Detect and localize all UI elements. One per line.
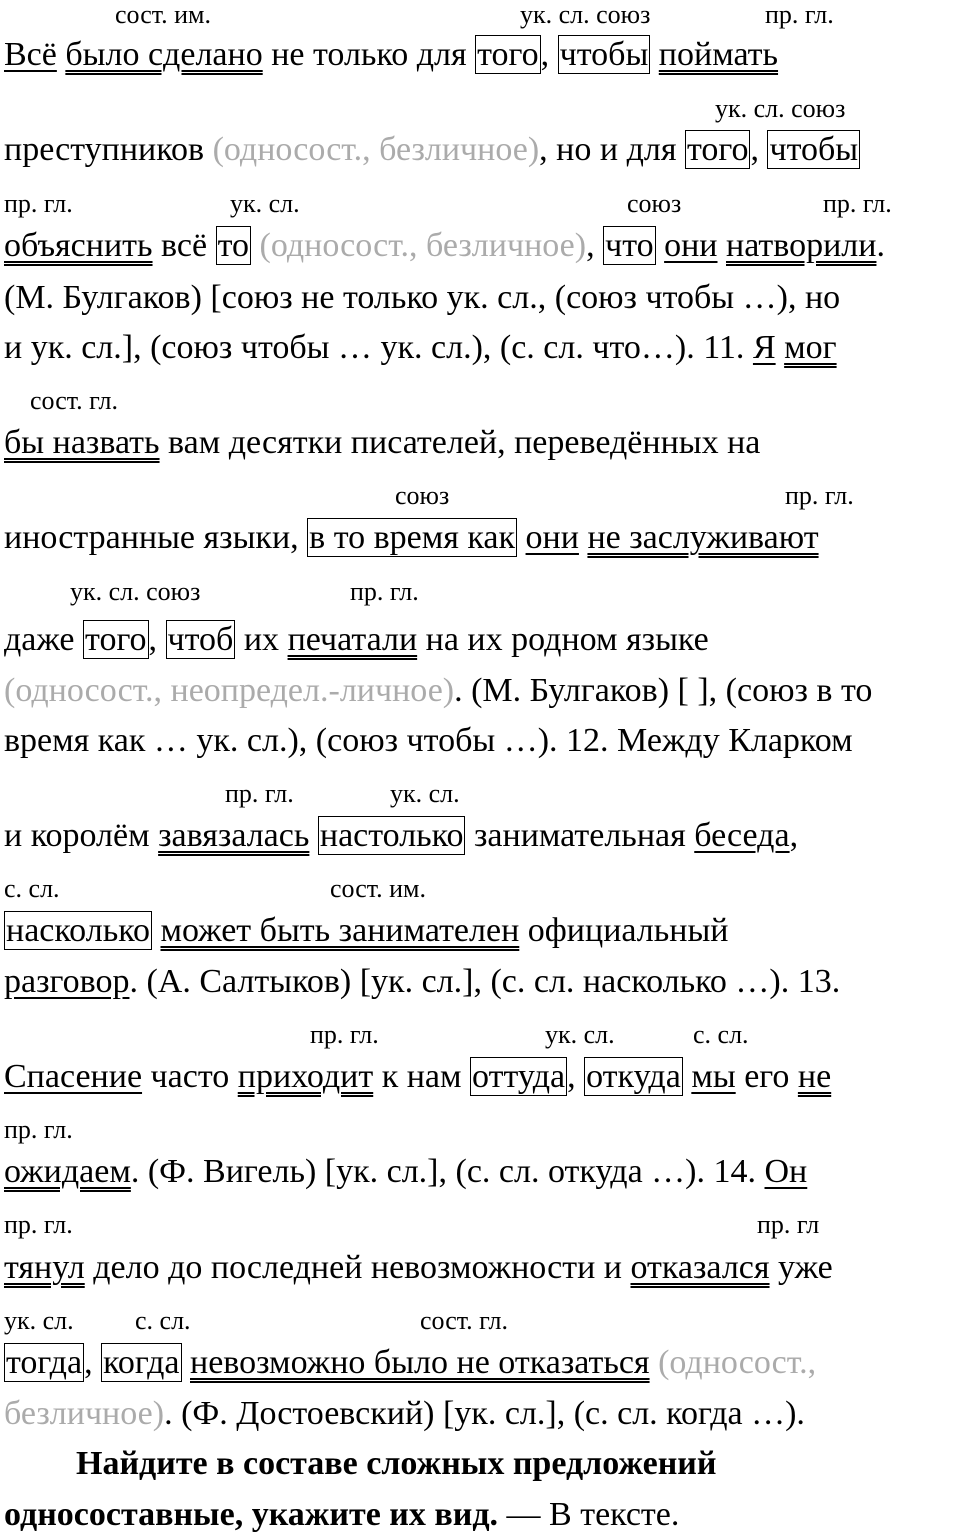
text-line [4, 620, 709, 660]
text-line [4, 721, 853, 761]
text-span: занимательная [465, 817, 695, 854]
subject-underline: они [664, 227, 718, 264]
text-span [182, 1344, 191, 1381]
syntax-annotation: с. сл. [693, 1020, 749, 1049]
text-span: дело до последней невозможности и [84, 1249, 631, 1286]
text-line [4, 671, 872, 711]
gray-note: (односост., безличное) [212, 131, 540, 168]
text-line [4, 816, 798, 856]
subject-underline: Я [752, 329, 776, 366]
gray-note: (односост., [658, 1344, 817, 1381]
syntax-annotation: с. сл. [135, 1306, 191, 1335]
predicate-underline: объяснить [4, 227, 153, 264]
predicate-underline: мог [784, 329, 837, 366]
text-span [718, 227, 727, 264]
syntax-annotation: пр. гл. [310, 1020, 379, 1049]
text-span [776, 329, 785, 366]
boxed-word: чтобы [769, 131, 859, 168]
subject-underline: Он [764, 1153, 808, 1190]
syntax-annotation: ук. сл. [390, 779, 460, 808]
syntax-annotation: сост. им. [330, 874, 427, 903]
syntax-annotation: пр. гл. [785, 481, 854, 510]
boxed-word: что [605, 227, 654, 264]
predicate-underline: печатали [287, 621, 418, 658]
predicate-underline: невозможно было не отказаться [190, 1344, 650, 1381]
boxed-word: того [477, 36, 539, 73]
boxed-word: в то время как [309, 519, 516, 556]
text-span: . (Ф. Вигель) [ук. сл.], (с. сл. откуда …). 14. [130, 1153, 765, 1190]
text-line [4, 328, 837, 368]
syntax-annotation: сост. им. [115, 0, 212, 29]
predicate-underline: было сделано [65, 36, 263, 73]
predicate-underline: не заслуживают [587, 519, 819, 556]
predicate-underline: не [797, 1058, 832, 1095]
text-line [4, 962, 840, 1002]
syntax-annotation: пр. гл. [4, 189, 73, 218]
syntax-annotation: сост. гл. [420, 1306, 508, 1335]
text-line [4, 226, 885, 266]
syntax-annotation: пр. гл. [225, 779, 294, 808]
boxed-word: насколько [6, 912, 150, 949]
text-line [4, 35, 778, 75]
text-span: . (Ф. Достоевский) [ук. сл.], (с. сл. когда …). [164, 1395, 805, 1432]
syntax-annotation: с. сл. [4, 874, 60, 903]
text-line [76, 1444, 716, 1484]
boxed-word: откуда [586, 1058, 681, 1095]
syntax-annotation: пр. гл [757, 1210, 820, 1239]
text-span [656, 227, 665, 264]
gray-note: безличное) [4, 1395, 165, 1432]
syntax-annotation: ук. сл. [545, 1020, 615, 1049]
text-line [4, 423, 760, 463]
subject-underline: беседа [694, 817, 790, 854]
predicate-underline: приходит [237, 1058, 374, 1095]
subject-underline: мы [691, 1058, 736, 1095]
text-span: , но и для [539, 131, 685, 168]
text-line [4, 1394, 805, 1434]
text-span: иностранные языки, [4, 519, 308, 556]
text-span: , [84, 1344, 102, 1381]
subject-underline: Всё [4, 36, 57, 73]
text-line [4, 1495, 679, 1535]
text-line [4, 1152, 807, 1192]
text-span [517, 519, 526, 556]
subject-underline: они [525, 519, 579, 556]
syntax-annotation: пр. гл. [4, 1115, 73, 1144]
bold-task-text: односоставные, укажите их вид. [4, 1496, 499, 1533]
text-span: , [586, 227, 604, 264]
text-span [650, 1344, 659, 1381]
text-line [4, 1057, 831, 1097]
text-span: и ук. сл.], (союз чтобы … ук. сл.), (с. сл. что…). 11. [4, 329, 753, 366]
syntax-annotation: ук. сл. союз [70, 577, 201, 606]
syntax-annotation: пр. гл. [4, 1210, 73, 1239]
boxed-word: чтоб [167, 621, 234, 658]
text-line [4, 1248, 833, 1288]
text-line [4, 1343, 816, 1383]
boxed-word: оттуда [472, 1058, 566, 1095]
predicate-underline: натворили [726, 227, 877, 264]
syntax-annotation: сост. гл. [30, 386, 118, 415]
text-span: время как … ук. сл.), (союз чтобы …). 12. Между Кларком [4, 722, 853, 759]
text-span: , [148, 621, 166, 658]
text-span [251, 227, 260, 264]
predicate-underline: завязалась [158, 817, 310, 854]
text-span: , [567, 1058, 585, 1095]
syntax-annotation: ук. сл. [4, 1306, 74, 1335]
syntax-annotation: ук. сл. [230, 189, 300, 218]
text-span: (М. Булгаков) [союз не только ук. сл., (союз чтобы …), но [4, 279, 841, 316]
text-span: их [235, 621, 288, 658]
boxed-word: чтобы [559, 36, 649, 73]
syntax-annotation: пр. гл. [765, 0, 834, 29]
text-span: . [876, 227, 885, 264]
text-span: преступников [4, 131, 213, 168]
bold-task-text: Найдите в составе сложных предложений [76, 1445, 717, 1482]
boxed-word: настолько [319, 817, 464, 854]
text-span: , [789, 817, 799, 854]
text-span [152, 912, 161, 949]
boxed-word: того [85, 621, 147, 658]
subject-underline: разговор [4, 963, 130, 1000]
subject-underline: Спасение [4, 1058, 143, 1095]
text-span: вам десятки писателей, переведённых на [159, 424, 761, 461]
syntax-annotation: пр. гл. [350, 577, 419, 606]
text-span: , [540, 36, 558, 73]
text-span [650, 36, 659, 73]
predicate-underline: отказался [630, 1249, 770, 1286]
text-span: официальный [519, 912, 729, 949]
text-span: . (А. Салтыков) [ук. сл.], (с. сл. насколько …). 13. [129, 963, 841, 1000]
text-span [309, 817, 318, 854]
text-span: всё [152, 227, 216, 264]
syntax-annotation: союз [627, 189, 682, 218]
predicate-underline: тянул [4, 1249, 85, 1286]
text-span: и королём [4, 817, 159, 854]
boxed-word: тогда [6, 1344, 83, 1381]
boxed-word: того [686, 131, 749, 168]
text-line [4, 911, 729, 951]
predicate-underline: бы назвать [4, 424, 160, 461]
text-span: , [750, 131, 768, 168]
text-span: даже [4, 621, 84, 658]
text-span: часто [142, 1058, 238, 1095]
gray-note: (односост., неопредел.-личное) [4, 672, 455, 709]
syntax-annotation: ук. сл. союз [520, 0, 651, 29]
predicate-underline: поймать [658, 36, 779, 73]
gray-note: (односост., безличное) [259, 227, 587, 264]
text-span: — В тексте. [498, 1496, 680, 1533]
syntax-annotation: ук. сл. союз [715, 94, 846, 123]
syntax-annotation: союз [395, 481, 450, 510]
boxed-word: то [217, 227, 249, 264]
boxed-word: когда [103, 1344, 180, 1381]
syntax-annotation: пр. гл. [823, 189, 892, 218]
text-line [4, 130, 860, 170]
text-span: не только для [262, 36, 476, 73]
text-span: на их родном языке [417, 621, 709, 658]
text-span: . (М. Булгаков) [ ], (союз в то [454, 672, 873, 709]
text-span: его [735, 1058, 798, 1095]
text-line [4, 518, 819, 558]
text-line [4, 278, 840, 318]
predicate-underline: может быть занимателен [160, 912, 520, 949]
text-span: уже [769, 1249, 833, 1286]
text-span: к нам [373, 1058, 471, 1095]
predicate-underline: ожидаем [4, 1153, 131, 1190]
